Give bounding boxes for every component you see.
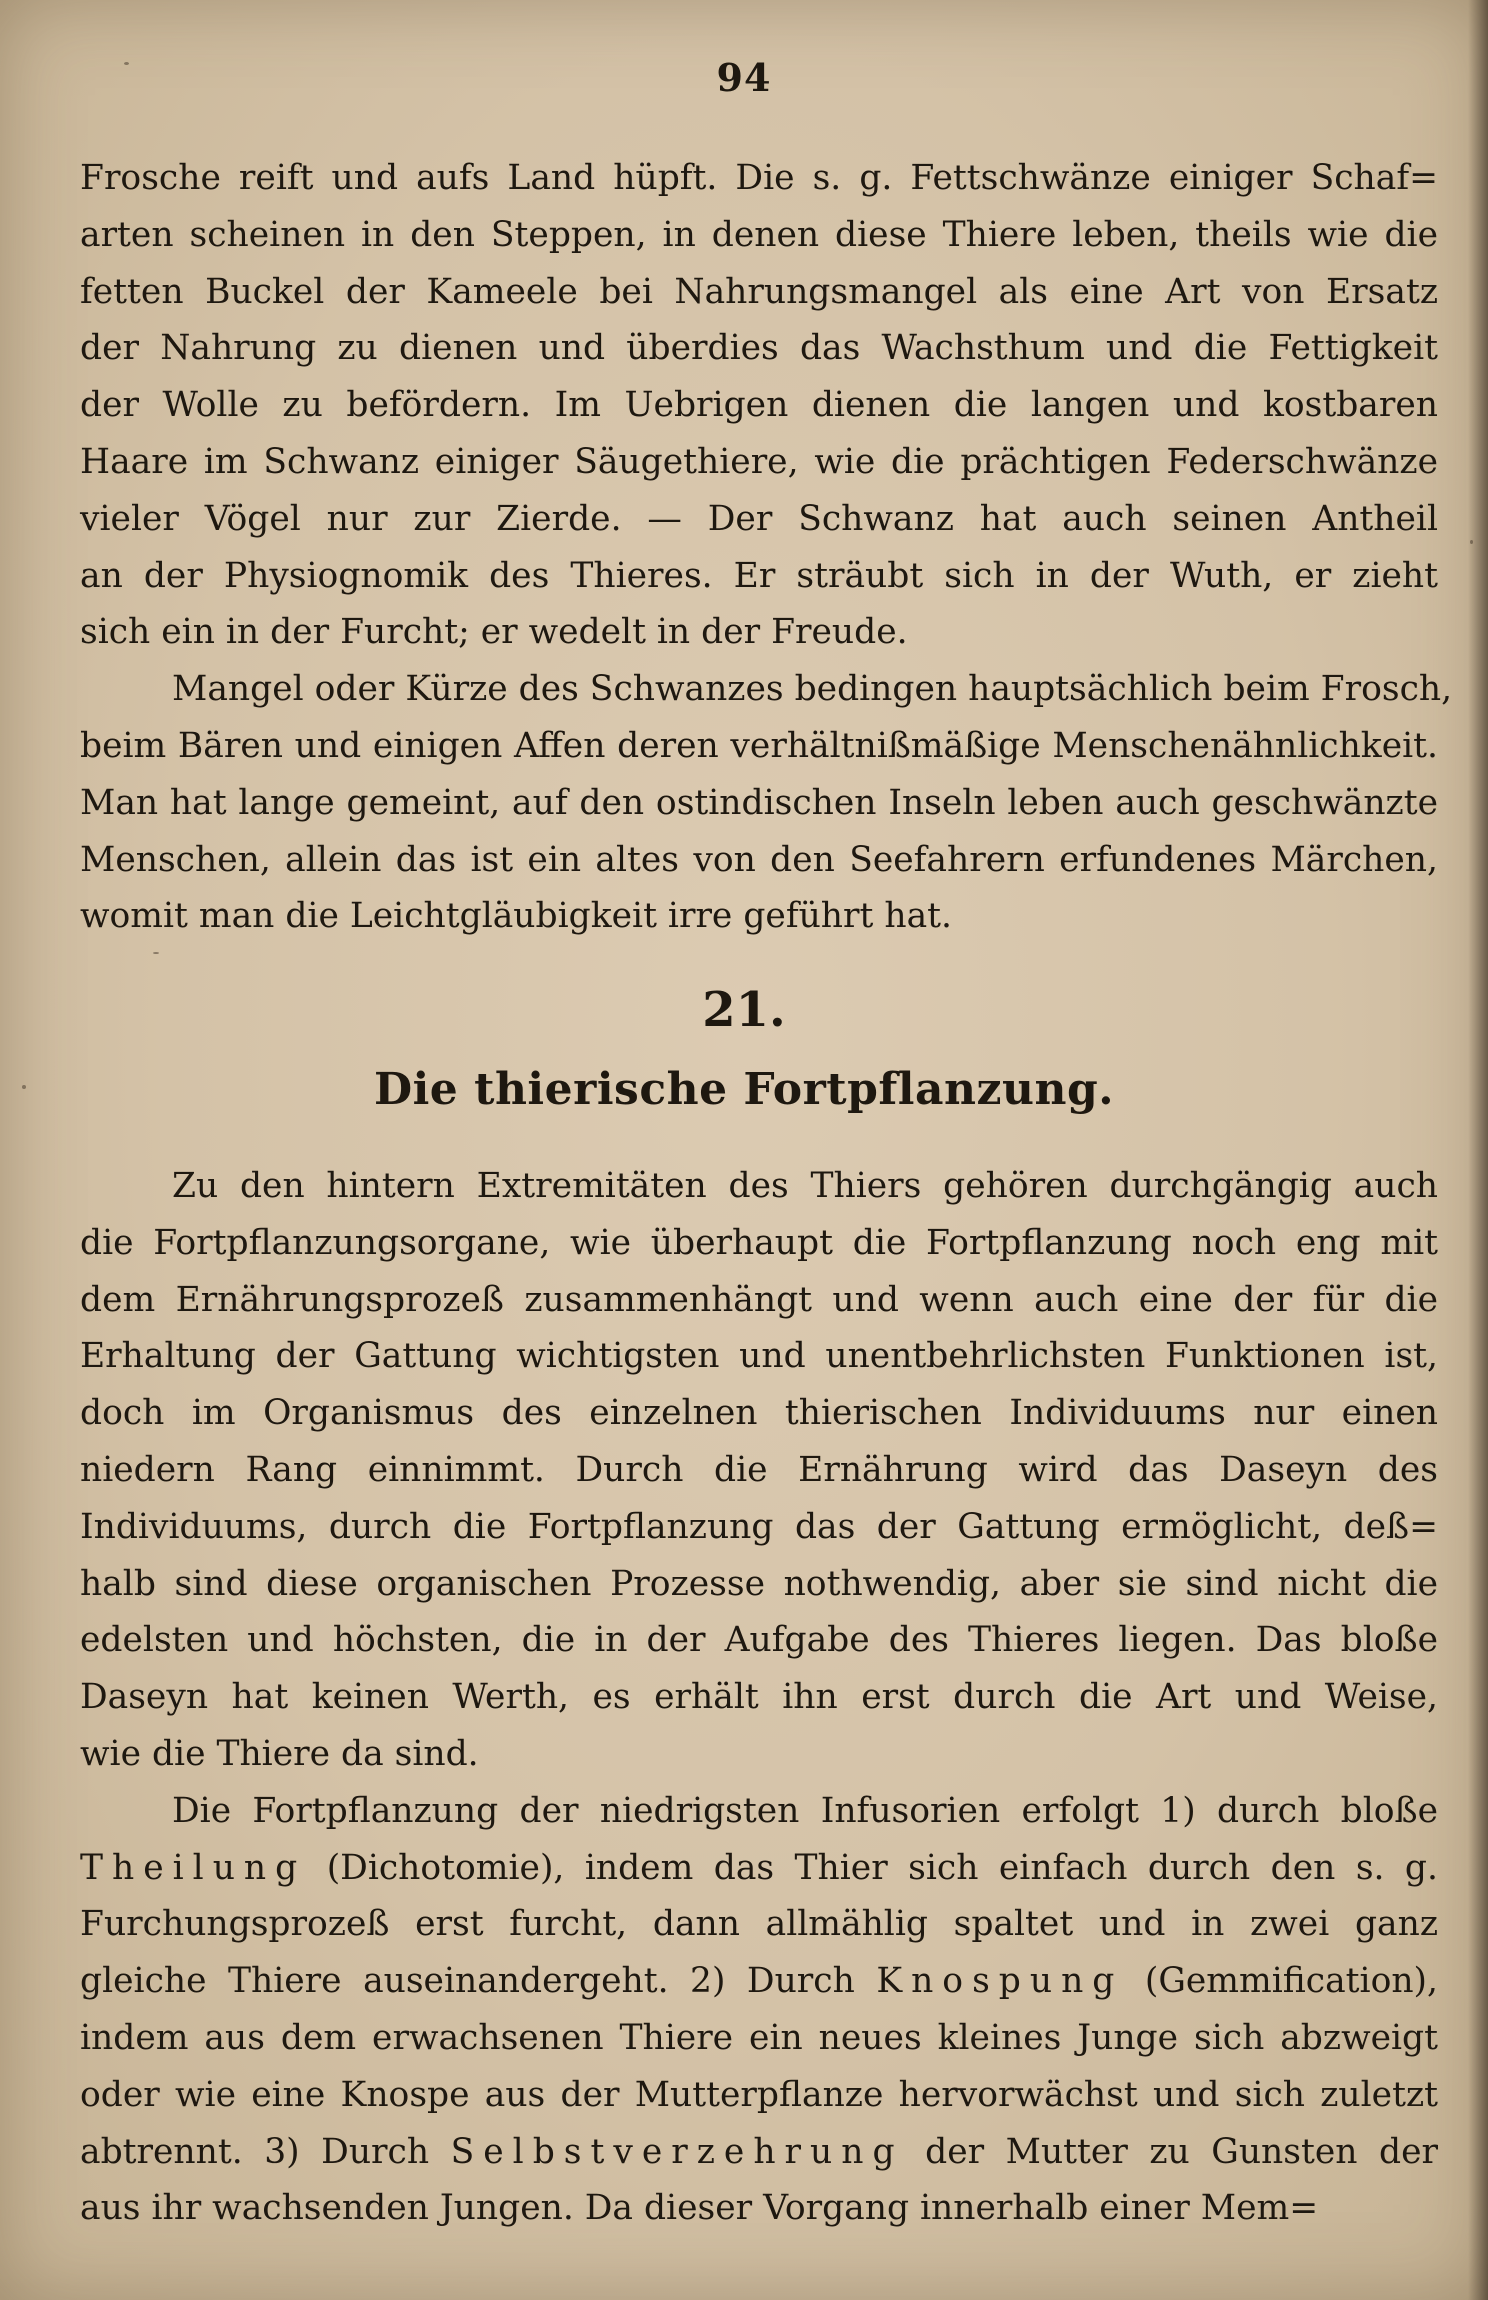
text-line: Daseyn hat keinen Werth, es erhält ihn erst durch die Art und Weise,: [80, 1677, 1438, 1718]
text-line: abtrennt. 3) Durch Selbstverzehrung der Mutter zu Gunsten der: [80, 2131, 1438, 2172]
text-block-bottom: [80, 1158, 1438, 2237]
text-line: Haare im Schwanz einiger Säugethiere, wie die prächtigen Federschwänze: [80, 441, 1438, 482]
text-block-top: [80, 150, 1453, 945]
text-line: an der Physiognomik des Thieres. Er sträubt sich in der Wuth, er zieht: [80, 555, 1438, 596]
text-line: womit man die Leichtgläubigkeit irre geführt hat.: [80, 896, 952, 937]
text-line: Zu den hintern Extremitäten des Thiers gehören durchgängig auch: [172, 1166, 1438, 1206]
emphasized-word: Knospung: [876, 1961, 1124, 2002]
page-edge-shadow: [1468, 0, 1488, 2300]
text-line: edelsten und höchsten, die in der Aufgabe des Thieres liegen. Das bloße: [80, 1620, 1438, 1661]
text-line: indem aus dem erwachsenen Thiere ein neues kleines Junge sich abzweigt: [80, 2017, 1438, 2058]
text-line: halb sind diese organischen Prozesse nothwendig, aber sie sind nicht die: [80, 1563, 1438, 1604]
text-line: der Wolle zu befördern. Im Uebrigen dienen die langen und kostbaren: [80, 385, 1438, 426]
text-line: gleiche Thiere auseinandergeht. 2) Durch Knospung (Gemmification),: [80, 1961, 1438, 2002]
text-line: oder wie eine Knospe aus der Mutterpflanze hervorwächst und sich zuletzt: [80, 2074, 1438, 2115]
section-number: 21.: [702, 982, 786, 1038]
text-line: aus ihr wachsenden Jungen. Da dieser Vorgang innerhalb einer Mem=: [80, 2188, 1319, 2229]
text-line: dem Ernährungsprozeß zusammenhängt und wenn auch eine der für die: [80, 1279, 1438, 1320]
text-line: die Fortpflanzungsorgane, wie überhaupt die Fortpflanzung noch eng mit: [80, 1222, 1438, 1263]
text-line: Mangel oder Kürze des Schwanzes bedingen hauptsächlich beim Frosch,: [172, 669, 1453, 710]
paper-speck: [153, 952, 159, 954]
emphasized-word: Theilung: [80, 1847, 307, 1888]
paper-speck: [1470, 540, 1473, 544]
text-line: wie die Thiere da sind.: [80, 1733, 479, 1774]
text-line: Theilung (Dichotomie), indem das Thier sich einfach durch den s. g.: [80, 1847, 1438, 1888]
text-line: Frosche reift und aufs Land hüpft. Die s. g. Fettschwänze einiger Schaf=: [80, 158, 1438, 198]
text-line: Menschen, allein das ist ein altes von den Seefahrern erfundenes Märchen,: [80, 839, 1438, 880]
text-line: niedern Rang einnimmt. Durch die Ernährung wird das Daseyn des: [80, 1449, 1438, 1490]
text-line: fetten Buckel der Kameele bei Nahrungsmangel als eine Art von Ersatz: [80, 271, 1438, 312]
section-title: Die thierische Fortpflanzung.: [373, 1064, 1115, 1115]
text-line: arten scheinen in den Steppen, in denen diese Thiere leben, theils wie die: [80, 214, 1438, 255]
text-line: doch im Organismus des einzelnen thierischen Individuums nur einen: [80, 1393, 1438, 1434]
text-line: Erhaltung der Gattung wichtigsten und unentbehrlichsten Funktionen ist,: [80, 1336, 1438, 1377]
text-line: Die Fortpflanzung der niedrigsten Infusorien erfolgt 1) durch bloße: [172, 1790, 1438, 1831]
text-line: beim Bären und einigen Affen deren verhältnißmäßige Menschenähnlichkeit.: [80, 725, 1438, 766]
text-line: der Nahrung zu dienen und überdies das Wachsthum und die Fettigkeit: [80, 328, 1438, 369]
text-line: Individuums, durch die Fortpflanzung das der Gattung ermöglicht, deß=: [80, 1506, 1438, 1547]
text-line: Man hat lange gemeint, auf den ostindischen Inseln leben auch geschwänzte: [80, 782, 1438, 823]
page-number: 94: [716, 55, 772, 100]
text-line: vieler Vögel nur zur Zierde. — Der Schwanz hat auch seinen Antheil: [80, 498, 1438, 539]
text-line: sich ein in der Furcht; er wedelt in der Freude.: [80, 612, 908, 653]
emphasized-word: Selbstverzehrung: [450, 2131, 904, 2172]
text-line: Furchungsprozeß erst furcht, dann allmählig spaltet und in zwei ganz: [80, 1904, 1438, 1945]
